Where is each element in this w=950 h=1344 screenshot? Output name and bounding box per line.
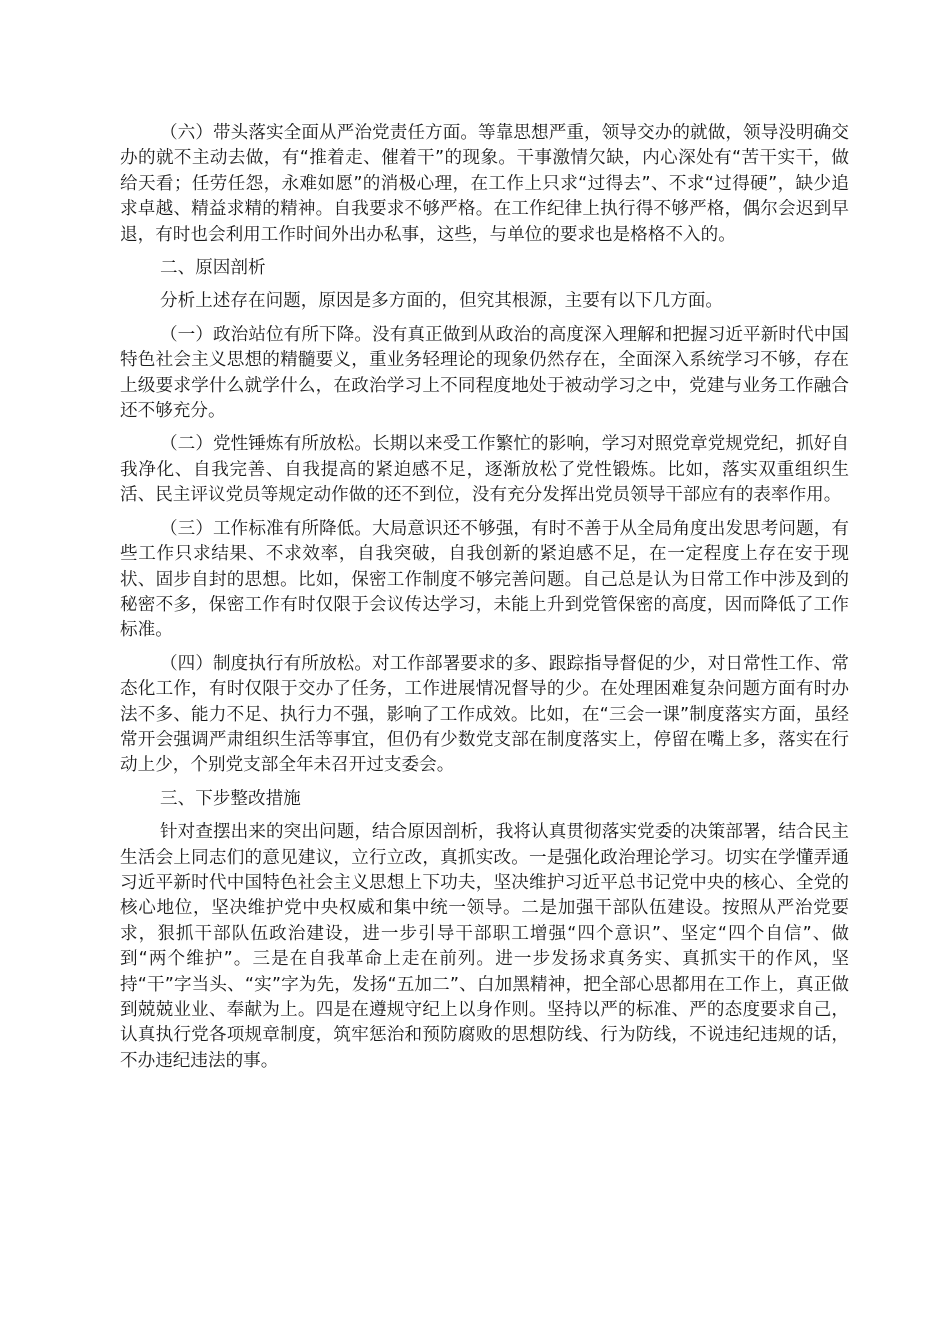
paragraph-cause-intro: 分析上述存在问题，原因是多方面的，但究其根源，主要有以下几方面。 [160, 291, 724, 312]
paragraph-cause-party-spirit: （二）党性锤炼有所放松。长期以来受工作繁忙的影响，学习对照党章党规党纪，抓好自我净化、自我完善、自我提高的紧迫感不足，逐渐放松了党性锻炼。比如，落实双重组织生活、民主评议党员等规定动作做的还不到位，没有充分发挥出党员领导干部应有的表率作用。 [120, 434, 849, 506]
section-heading-rectification: 三、下步整改措施 [160, 788, 301, 809]
section-heading-cause-analysis: 二、原因剖析 [160, 258, 266, 279]
document-body [120, 121, 849, 1082]
paragraph-rectification-measures: 针对查摆出来的突出问题，结合原因剖析，我将认真贯彻落实党委的决策部署，结合民主生活会上同志们的意见建议，立行立改，真抓实改。一是强化政治理论学习。切实在学懂弄通习近平新时代中国特色社会主义思想上下功夫，坚决维护习近平总书记党中央的核心、全党的核心地位，坚决维护党中央权威和集中统一领导。二是加强干部队伍建设。按照从严治党要求，狠抓干部队伍政治建设，进一步引导干部职工增强“四个意识”、坚定“四个自信”、做到“两个维护”。三是在自我革命上走在前列。进一步发扬求真务实、真抓实干的作风，坚持“干”字当头、“实”字为先，发扬“五加二”、白加黑精神，把全部心思都用在工作上，真正做到兢兢业业、奉献为上。四是在遵规守纪上以身作则。坚持以严的标准、严的态度要求自己，认真执行党各项规章制度，筑牢惩治和预防腐败的思想防线、行为防线，不说违纪违规的话，不办违纪违法的事。 [120, 822, 849, 1071]
paragraph-cause-political: （一）政治站位有所下降。没有真正做到从政治的高度深入理解和把握习近平新时代中国特色社会主义思想的精髓要义，重业务轻理论的现象仍然存在，全面深入系统学习不够，存在上级要求学什么就学什么，在政治学习上不同程度地处于被动学习之中，党建与业务工作融合还不够充分。 [120, 324, 849, 422]
paragraph-cause-work-standard: （三）工作标准有所降低。大局意识还不够强，有时不善于从全局角度出发思考问题，有些工作只求结果、不求效率，自我突破，自我创新的紧迫感不足，在一定程度上存在安于现状、固步自封的思想。比如，保密工作制度不够完善问题。自己总是认为日常工作中涉及到的秘密不多，保密工作有时仅限于会议传达学习，未能上升到党管保密的高度，因而降低了工作标准。 [120, 518, 849, 641]
paragraph-leadership-responsibility: （六）带头落实全面从严治党责任方面。等靠思想严重，领导交办的就做，领导没明确交办的就不主动去做，有“推着走、催着干”的现象。干事激情欠缺，内心深处有“苦干实干，做给天看；任劳任怨，永难如愿”的消极心理，在工作上只求“过得去”、不求“过得硬”，缺少追求卓越、精益求精的精神。自我要求不够严格。在工作纪律上执行得不够严格，偶尔会迟到早退，有时也会利用工作时间外出办私事，这些，与单位的要求也是格格不入的。 [120, 123, 849, 245]
paragraph-cause-system-execution: （四）制度执行有所放松。对工作部署要求的多、跟踪指导督促的少，对日常性工作、常态化工作，有时仅限于交办了任务，工作进展情况督导的少。在处理困难复杂问题方面有时办法不多、能力不足、执行力不强，影响了工作成效。比如，在“三会一课”制度落实方面，虽经常开会强调严肃组织生活等事宜，但仍有少数党支部在制度落实上，停留在嘴上多，落实在行动上少，个别党支部全年未召开过支委会。 [120, 653, 849, 776]
